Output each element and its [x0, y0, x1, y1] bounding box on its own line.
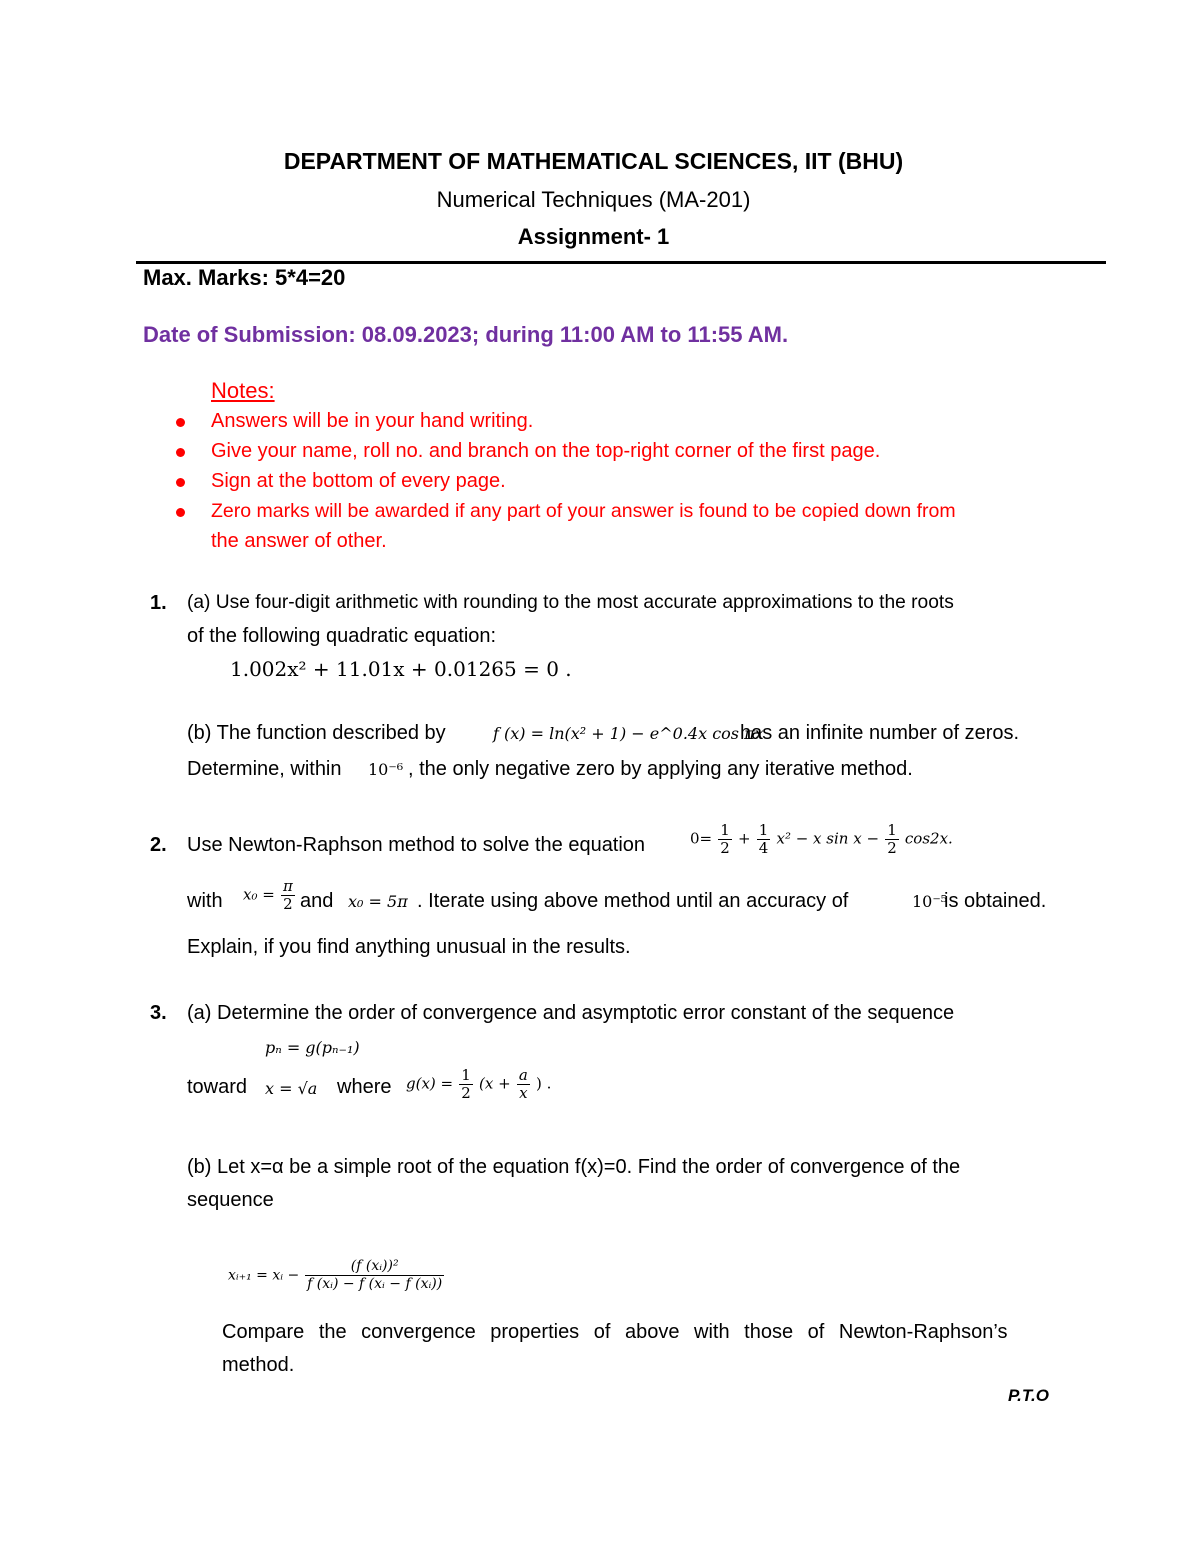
footer-pto: P.T.O — [1008, 1386, 1049, 1405]
q3a-text: (a) Determine the order of convergence and asymptotic error constant of the sequence — [187, 1002, 955, 1024]
department-heading: DEPARTMENT OF MATHEMATICAL SCIENCES, IIT (BHU) — [283, 148, 904, 174]
note-item: Answers will be in your hand writing. — [211, 410, 534, 432]
q2-initial-guess: x₀ = 5π — [348, 892, 408, 911]
note-item: Sign at the bottom of every page. — [211, 470, 506, 492]
q1b-tolerance: 10⁻⁶ — [368, 760, 404, 779]
q2-text: . Iterate using above method until an accuracy of — [417, 890, 849, 912]
question-number: 2. — [150, 834, 167, 856]
q1b-text: (b) The function described by — [187, 722, 446, 744]
q3b-text: method. — [222, 1354, 295, 1376]
q3b-compare-line: Compare the convergence properties of above with those of Newton-Raphson’s — [222, 1321, 1008, 1343]
assignment-title: Assignment- 1 — [517, 224, 670, 249]
q2-equation: 0= $\frac{1}{2}$ + $\frac{1}{4}$ x² − x sin x − $\frac{1}{2}$ cos2x. — [690, 821, 953, 857]
question-number: 3. — [150, 1002, 167, 1024]
q3a-sequence: pₙ = g(pₙ₋₁) — [265, 1038, 360, 1057]
q1b-function: f (x) = ln(x² + 1) − e^0.4x cos πx — [493, 724, 764, 743]
q2-initial-guess: x₀ = $\frac{\pi}{2}$ — [243, 877, 293, 913]
q3b-iteration-formula: xᵢ₊₁ = xᵢ − $\frac{\text{(f (xᵢ))²}}{\text{f (xᵢ) − f (xᵢ − f (xᵢ))}}$ — [228, 1258, 443, 1292]
q2-text: is obtained. — [944, 890, 1047, 912]
bullet-icon — [176, 478, 185, 487]
q1a-text: of the following quadratic equation: — [187, 625, 497, 647]
q2-text: with — [187, 890, 223, 912]
q3a-limit: x = √a — [265, 1079, 318, 1098]
max-marks: Max. Marks: 5*4=20 — [143, 265, 346, 290]
q3a-text: toward — [187, 1076, 248, 1098]
header-rule — [136, 261, 1106, 264]
q3b-text: sequence — [187, 1189, 274, 1211]
submission-date: Date of Submission: 08.09.2023; during 11:00 AM to 11:55 AM. — [143, 322, 789, 347]
note-item-continued: the answer of other. — [211, 530, 387, 552]
q2-text: Explain, if you find anything unusual in the results. — [187, 936, 631, 958]
note-item: Give your name, roll no. and branch on the top-right corner of the first page. — [211, 440, 881, 462]
q1a-text: (a) Use four-digit arithmetic with rounding to the most accurate approximations to the roots — [187, 592, 954, 613]
bullet-icon — [176, 418, 185, 427]
q3a-text: where — [337, 1076, 392, 1098]
q2-accuracy: 10⁻⁵ — [912, 892, 948, 911]
q1b-text: , the only negative zero by applying any iterative method. — [408, 758, 913, 780]
note-item: Zero marks will be awarded if any part of your answer is found to be copied down from — [211, 500, 956, 522]
notes-title: Notes: — [211, 378, 275, 403]
q3b-text: (b) Let x=α be a simple root of the equation f(x)=0. Find the order of convergence of the — [187, 1156, 961, 1178]
q1-equation: 1.002x² + 11.01x + 0.01265 = 0 . — [230, 657, 572, 681]
q2-text: Use Newton-Raphson method to solve the equation — [187, 834, 646, 856]
q2-text: and — [300, 890, 334, 912]
q1b-text: has an infinite number of zeros. — [740, 722, 1020, 744]
q1b-text: Determine, within — [187, 758, 342, 780]
bullet-icon — [176, 448, 185, 457]
bullet-icon — [176, 508, 185, 517]
q3a-function: g(x) = $\frac{1}{2}$ (x + $\frac{a}{x}$ ) . — [406, 1066, 552, 1102]
course-title: Numerical Techniques (MA-201) — [436, 187, 751, 212]
question-number: 1. — [150, 592, 167, 614]
